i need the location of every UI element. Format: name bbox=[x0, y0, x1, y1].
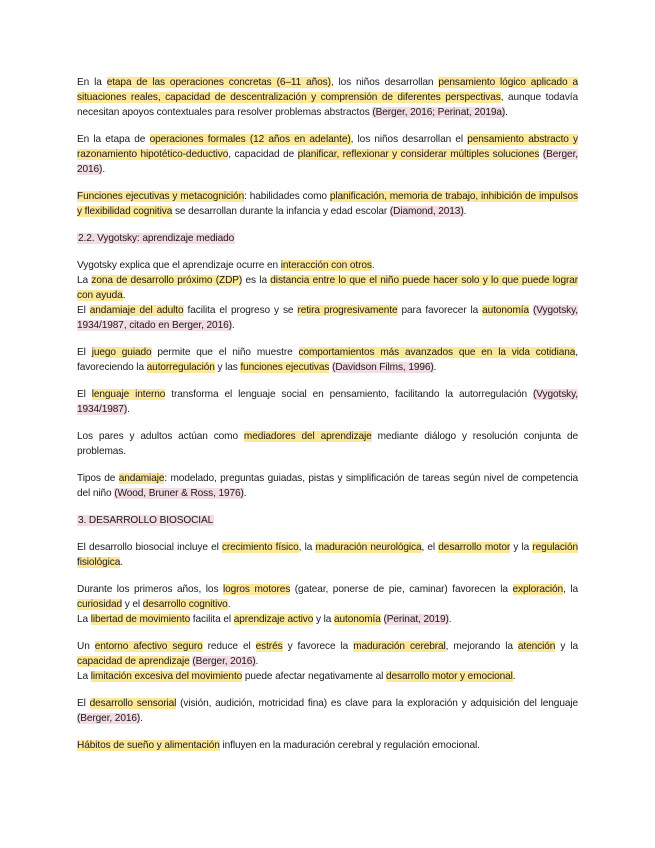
text-run: La bbox=[77, 671, 91, 682]
text-run: El desarrollo biosocial incluye el bbox=[77, 542, 222, 553]
paragraph bbox=[77, 387, 578, 417]
highlighted-text: curiosidad bbox=[77, 599, 123, 610]
text-run: . bbox=[227, 599, 231, 610]
section-heading bbox=[77, 513, 578, 528]
text-run: Vygotsky explica que el aprendizaje ocurre en bbox=[77, 260, 281, 271]
text-run: y las bbox=[214, 362, 241, 373]
text-run: transforma el lenguaje social en pensamiento, facilitando la autorregulación bbox=[165, 389, 533, 400]
citation-text: (Diamond, 2013) bbox=[389, 206, 464, 217]
text-run: , los niños desarrollan bbox=[330, 77, 439, 88]
highlighted-text: funciones ejecutivas bbox=[240, 362, 330, 373]
text-run: . bbox=[512, 671, 516, 682]
text-run: para favorecer la bbox=[397, 305, 483, 316]
highlighted-text: distancia entre lo que el niño puede hacer solo y lo que puede lograr con ayuda bbox=[77, 275, 578, 301]
citation-text: (Davidson Films, 1996) bbox=[332, 362, 434, 373]
text-run: Un bbox=[77, 641, 95, 652]
paragraph bbox=[77, 639, 578, 669]
text-run: Tipos de bbox=[77, 473, 119, 484]
highlighted-text: planificar, reflexionar y considerar múltiples soluciones bbox=[297, 149, 540, 160]
paragraph bbox=[77, 669, 578, 684]
text-run: , la bbox=[298, 542, 316, 553]
highlighted-text: autonomía bbox=[482, 305, 529, 316]
highlighted-text: aprendizaje activo bbox=[233, 614, 314, 625]
citation-text: (Berger, 2016) bbox=[192, 656, 256, 667]
text-run: reduce el bbox=[202, 641, 256, 652]
text-run: (gatear, ponerse de pie, caminar) favorecen la bbox=[290, 584, 513, 595]
text-run: y la bbox=[555, 641, 578, 652]
paragraph bbox=[77, 471, 578, 501]
paragraph bbox=[77, 429, 578, 459]
text-run: , los niños desarrollan el bbox=[350, 134, 468, 145]
citation-text: (Berger, 2016) bbox=[77, 713, 141, 724]
text-run: . bbox=[505, 107, 508, 118]
highlighted-text: interacción con otros bbox=[280, 260, 372, 271]
text-run: facilita el bbox=[190, 614, 234, 625]
highlighted-text: libertad de movimiento bbox=[90, 614, 191, 625]
highlighted-text: planificación, memoria de trabajo, inhibición de impulsos y flexibilidad cognitiva bbox=[77, 191, 579, 217]
text-run: permite que el niño muestre bbox=[151, 347, 299, 358]
section-heading bbox=[77, 231, 578, 246]
highlighted-text: etapa de las operaciones concretas (6–11 años) bbox=[106, 77, 331, 88]
paragraph bbox=[77, 738, 578, 753]
text-run: mediante diálogo y resolución conjunta de problemas. bbox=[77, 431, 578, 457]
highlighted-text: desarrollo motor bbox=[438, 542, 511, 553]
text-run: , mejorando la bbox=[445, 641, 518, 652]
highlighted-text: autonomía bbox=[333, 614, 381, 625]
text-run: (visión, audición, motricidad fina) es clave para la exploración y adquisición del lenguaje bbox=[176, 698, 579, 709]
highlighted-text: autorregulación bbox=[146, 362, 215, 373]
highlighted-text: lenguaje interno bbox=[91, 389, 166, 400]
paragraph bbox=[77, 303, 578, 333]
paragraph bbox=[77, 582, 578, 612]
highlighted-text: juego guiado bbox=[91, 347, 152, 358]
highlighted-text: operaciones formales (12 años en adelante) bbox=[149, 134, 351, 145]
highlighted-text: atención bbox=[517, 641, 556, 652]
paragraph bbox=[77, 258, 578, 273]
highlighted-text: crecimiento físico bbox=[221, 542, 299, 553]
text-run: es la bbox=[242, 275, 271, 286]
highlighted-text: andamiaje bbox=[118, 473, 165, 484]
paragraph bbox=[77, 540, 578, 570]
text-run: . bbox=[120, 557, 123, 568]
paragraph bbox=[77, 189, 578, 219]
text-run: y favorece la bbox=[282, 641, 354, 652]
highlighted-text: desarrollo cognitivo bbox=[142, 599, 228, 610]
heading-text: 3. DESARROLLO BIOSOCIAL bbox=[78, 515, 214, 526]
paragraph bbox=[77, 696, 578, 726]
text-run: La bbox=[77, 275, 92, 286]
text-run: La bbox=[77, 614, 91, 625]
paragraph bbox=[77, 612, 578, 627]
text-run: . bbox=[433, 362, 437, 373]
highlighted-text: limitación excesiva del movimiento bbox=[90, 671, 243, 682]
highlighted-text: capacidad de aprendizaje bbox=[77, 656, 190, 667]
highlighted-text: desarrollo motor y emocional bbox=[386, 671, 513, 682]
highlighted-text: Hábitos de sueño y alimentación bbox=[77, 740, 220, 751]
text-run: En la bbox=[77, 77, 107, 88]
text-run: . bbox=[140, 713, 143, 724]
citation-text: (Vygotsky, 1934/1987, citado en Berger, 2016) bbox=[77, 305, 578, 331]
paragraph bbox=[77, 273, 578, 303]
text-run: El bbox=[77, 389, 92, 400]
text-run: . bbox=[102, 164, 106, 175]
text-run: : modelado, preguntas guiadas, pistas y simplificación de tareas según nivel de competencia del niño bbox=[77, 473, 578, 499]
citation-text: (Vygotsky, 1934/1987) bbox=[77, 389, 578, 415]
highlighted-text: entorno afectivo seguro bbox=[94, 641, 203, 652]
text-run: : habilidades como bbox=[244, 191, 330, 202]
text-run: . bbox=[127, 404, 130, 415]
text-run: , favoreciendo la bbox=[77, 347, 578, 373]
highlighted-text: maduración cerebral bbox=[353, 641, 446, 652]
paragraph bbox=[77, 345, 578, 375]
text-run: . bbox=[122, 290, 126, 301]
text-run: El bbox=[77, 698, 90, 709]
text-run: . bbox=[255, 656, 259, 667]
text-run: Los pares y adultos actúan como bbox=[77, 431, 244, 442]
highlighted-text: estrés bbox=[255, 641, 283, 652]
highlighted-text: retira progresivamente bbox=[297, 305, 398, 316]
highlighted-text: exploración bbox=[512, 584, 564, 595]
highlighted-text: Funciones ejecutivas y metacognición bbox=[77, 191, 245, 202]
text-run: . bbox=[448, 614, 452, 625]
highlighted-text: mediadores del aprendizaje bbox=[243, 431, 372, 442]
highlighted-text: andamiaje del adulto bbox=[89, 305, 184, 316]
heading-text: 2.2. Vygotsky: aprendizaje mediado bbox=[78, 233, 235, 244]
highlighted-text: desarrollo sensorial bbox=[89, 698, 177, 709]
text-run: puede afectar negativamente al bbox=[242, 671, 386, 682]
text-run: y la bbox=[313, 614, 334, 625]
text-run: facilita el progreso y se bbox=[183, 305, 298, 316]
text-run: , la bbox=[563, 584, 578, 595]
paragraph bbox=[77, 132, 578, 177]
highlighted-text: zona de desarrollo próximo (ZDP) bbox=[91, 275, 243, 286]
text-run: influyen en la maduración cerebral y regulación emocional. bbox=[219, 740, 480, 751]
text-run: . bbox=[243, 488, 247, 499]
text-run: , capacidad de bbox=[228, 149, 298, 160]
highlighted-text: pensamiento lógico aplicado a situaciones reales, capacidad de descentralización y comprensión de diferentes perspectivas bbox=[77, 77, 579, 103]
text-run: , el bbox=[421, 542, 439, 553]
text-run: En la etapa de bbox=[77, 134, 150, 145]
text-run: y la bbox=[510, 542, 533, 553]
text-run: . bbox=[231, 320, 235, 331]
text-run: se desarrollan durante la infancia y edad escolar bbox=[172, 206, 390, 217]
highlighted-text: regulación fisiológica bbox=[77, 542, 578, 568]
text-run: y el bbox=[122, 599, 143, 610]
highlighted-text: logros motores bbox=[222, 584, 291, 595]
text-run: El bbox=[77, 305, 90, 316]
citation-text: (Wood, Bruner & Ross, 1976) bbox=[114, 488, 244, 499]
highlighted-text: maduración neurológica bbox=[315, 542, 422, 553]
citation-text: (Berger, 2016) bbox=[77, 149, 578, 175]
document-body bbox=[77, 75, 578, 765]
text-run: . bbox=[463, 206, 467, 217]
text-run: , aunque todavía necesitan apoyos contextuales para resolver problemas abstractos bbox=[77, 92, 578, 118]
text-run: . bbox=[371, 260, 375, 271]
citation-text: (Berger, 2016; Perinat, 2019a) bbox=[372, 107, 506, 118]
citation-text: (Perinat, 2019) bbox=[383, 614, 449, 625]
text-run: Durante los primeros años, los bbox=[77, 584, 223, 595]
text-run: El bbox=[77, 347, 92, 358]
paragraph bbox=[77, 75, 578, 120]
highlighted-text: pensamiento abstracto y razonamiento hipotético-deductivo bbox=[77, 134, 579, 160]
highlighted-text: comportamientos más avanzados que en la vida cotidiana bbox=[298, 347, 576, 358]
